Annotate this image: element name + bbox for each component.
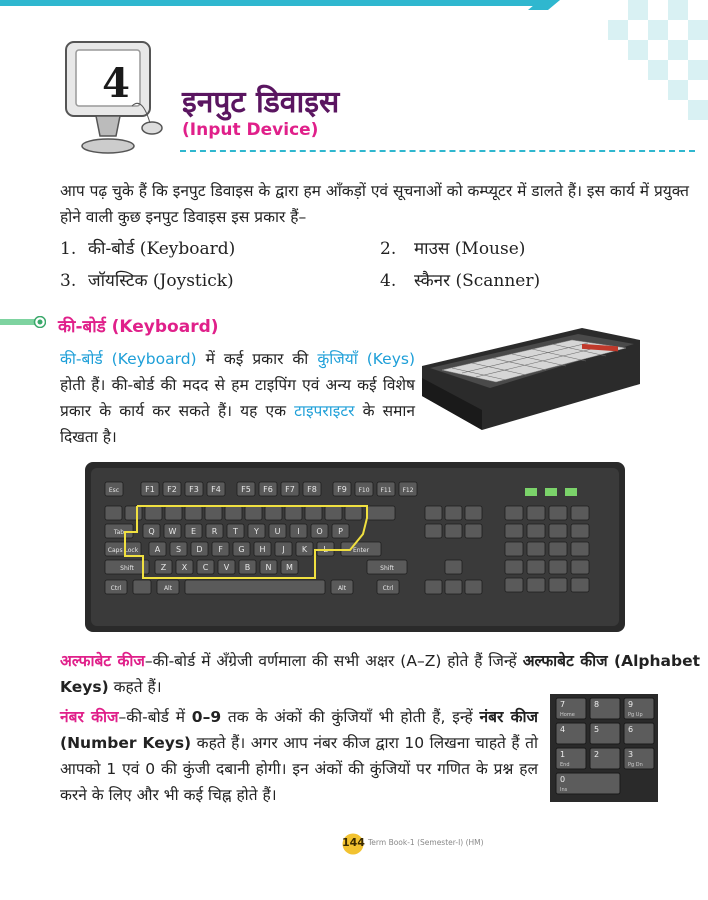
text-span: होती हैं। की-बोर्ड की मदद से हम टाइपिंग एवं अन्य कई विशेष प्रकार के कार्य कर सकते हैं। यह एक [60,376,415,420]
number-keys-bold: नंबर कीज (Number Keys) [60,708,538,752]
list-item [60,268,234,291]
spacebar-keycap [185,580,325,594]
numpad-keycap [549,506,567,520]
nav-keycap [425,524,442,538]
numpad-keycap [571,524,589,538]
nav-keycap [445,524,462,538]
letter-label: A [154,545,161,554]
numpad-key-label: 8 [594,700,600,709]
letter-label: U [274,527,281,536]
number-row-keycap [185,506,202,520]
fkey-label: F9 [337,485,347,494]
numpad-key-label: 0 [560,775,566,784]
number-row-keycap [165,506,182,520]
title-underline [180,150,695,152]
numpad-keycap [571,560,589,574]
section-marker-icon [0,316,46,328]
list-label: माउस (Mouse) [414,239,526,259]
fkey-label: Esc [108,487,120,494]
intro-paragraph: आप पढ़ चुके हैं कि इनपुट डिवाइस के द्वारा हम आँकड़ों एवं सूचनाओं को कम्प्यूटर में डालते हैं। इस कार्य में प्रयुक्त होने वाली कुछ इनपुट डिवाइस इस प्रकार हैं– [60,182,689,226]
letter-label: I [297,527,300,536]
numpad-keycap [527,506,545,520]
list-label: स्कैनर (Scanner) [414,271,541,291]
arrow-up-keycap [445,560,462,574]
footer-book-title: Term Book-1 (Semester-I) (HM) [368,838,484,847]
fkey-label: F7 [285,485,295,494]
numpad-key-label: 7 [560,700,566,709]
number-row-keycap [245,506,262,520]
backspace-keycap [367,506,395,520]
letter-label: L [323,545,328,554]
letter-label: H [259,545,266,554]
arrow-keycap [445,580,462,594]
number-row-keycap [225,506,242,520]
list-label: जॉयस्टिक (Joystick) [88,271,234,291]
text-span: में कई प्रकार की [196,350,318,368]
alphabet-keys-term: अल्फाबेट कीज [60,652,145,670]
numpad-key-sublabel: Pg Up [628,712,643,718]
numpad-keycap [505,524,523,538]
numpad-keycap [571,578,589,592]
page-number: 144 [342,836,365,849]
win-keycap [133,580,151,594]
alt-right-label: Alt [337,585,347,592]
letter-label: J [282,545,285,554]
letter-label: N [265,563,272,572]
text-span: कहते हैं। अगर आप नंबर कीज द्वारा 10 लिखना चाहते हैं तो आपको 1 एवं 0 की कुंजी दबानी होगी। इन अंकों की कुंजियों पर गणित के प्रश्न हल करने के लिए और भी कई चिह्न होते हैं। [60,734,538,804]
letter-label: R [211,527,218,536]
nav-keycap [425,506,442,520]
typewriter-term: टाइपराइटर [294,402,355,420]
number-keys-paragraph [60,704,538,808]
numpad-keycap [571,506,589,520]
list-item [380,268,540,291]
tab-label: Tab [113,529,125,536]
keyboard-paragraph [60,346,415,450]
letter-label: E [190,527,197,536]
number-row-keycap [325,506,342,520]
numpad-keycap [571,542,589,556]
keyboard-image [85,462,625,632]
enter-label: Enter [352,547,370,554]
letter-label: B [244,563,251,572]
fkey-label: F11 [380,487,392,494]
letter-label: C [202,563,209,572]
number-row-keycap [205,506,222,520]
list-item [60,236,235,259]
fkey-label: F2 [167,485,177,494]
numpad-image [550,694,658,802]
number-row-keycap [285,506,302,520]
text-span: कहते हैं। [108,678,162,696]
fkey-label: F3 [189,485,199,494]
arrow-keycap [465,580,482,594]
chapter-number: 4 [102,60,130,107]
numpad-keycap [505,542,523,556]
text-span: –की-बोर्ड में [118,708,192,726]
fkey-label: F12 [402,487,414,494]
top-decoration-bar [0,0,560,14]
fkey-label: F4 [211,485,221,494]
shift-right-label: Shift [380,565,394,572]
letter-label: O [316,527,323,536]
nav-keycap [465,524,482,538]
numpad-key-sublabel: Home [560,712,575,718]
arrow-keycap [425,580,442,594]
number-row-keycap [125,506,142,520]
section-heading-keyboard: की-बोर्ड (Keyboard) [58,317,219,337]
fkey-label: F5 [241,485,251,494]
numpad-keycap [527,560,545,574]
numpad-key-sublabel: Pg Dn [628,762,643,768]
list-number: 3. [60,271,77,291]
numpad-key-label: 1 [560,750,566,759]
number-row-keycap [265,506,282,520]
number-range: 0–9 [191,708,222,726]
numpad-keycap [505,560,523,574]
ctrl-right-label: Ctrl [382,585,394,592]
alt-label: Alt [163,585,173,592]
numpad-keycap [549,578,567,592]
list-item [380,236,525,259]
number-row-keycap [105,506,122,520]
letter-label: G [238,545,245,554]
keys-term: कुंजियाँ (Keys) [317,350,415,368]
letter-label: D [196,545,203,554]
letter-label: K [301,545,308,554]
chapter-title-english: (Input Device) [182,120,319,140]
list-number: 4. [380,271,397,291]
number-row-keycap [305,506,322,520]
letter-label: S [175,545,182,554]
list-number: 2. [380,239,397,259]
numpad-keycap [549,524,567,538]
text-span: –की-बोर्ड में अँग्रेजी वर्णमाला की सभी अक्षर (A–Z) होते हैं जिन्हें [144,652,523,670]
fkey-label: F8 [307,485,317,494]
text-span: के समान दिखता है। [60,402,415,446]
text-span: तक के अंकों की कुंजियाँ भी होती हैं, इन्हें [221,708,480,726]
alphabet-keys-bold: अल्फाबेट कीज (Alphabet Keys) [60,652,700,696]
letter-label: Y [254,527,259,536]
numpad-key-label: 2 [594,750,600,759]
letter-label: P [338,527,343,536]
checker-pattern-decoration [608,0,708,140]
letter-label: Z [160,563,167,572]
number-row-keycap [145,506,162,520]
numpad-keycap [527,578,545,592]
numpad-key-label: 3 [628,750,634,759]
numpad-key-label: 4 [560,725,566,734]
numpad-key-label: 5 [594,725,600,734]
letter-label: M [286,563,293,572]
fkey-label: F10 [358,487,370,494]
numpad-key-label: 6 [628,725,634,734]
numpad-keycap [527,542,545,556]
numpad-keycap [505,506,523,520]
letter-label: V [223,563,230,572]
nav-keycap [465,506,482,520]
number-row-keycap [345,506,362,520]
alphabet-keys-paragraph [60,648,700,700]
nav-keycap [445,506,462,520]
caps-lock-label: Caps Lock [107,547,139,554]
letter-label: T [233,527,238,536]
numpad-key-label: 9 [628,700,634,709]
special-keyboard-image [412,326,642,432]
numpad-keycap [505,578,523,592]
numpad-keycap [549,542,567,556]
fkey-label: F6 [263,485,273,494]
number-keys-term: नंबर कीज [60,708,119,726]
fkey-label: F1 [145,485,155,494]
keyboard-term: की-बोर्ड (Keyboard) [60,350,197,368]
letter-label: F [218,545,223,554]
numpad-key-sublabel: Ins [560,787,568,793]
letter-label: W [168,527,177,536]
numpad-key-sublabel: End [560,762,570,768]
letter-label: Q [148,527,155,536]
numpad-keycap [527,524,545,538]
chapter-title-hindi: इनपुट डिवाइस [182,85,340,120]
list-number: 1. [60,239,77,259]
letter-label: X [181,563,188,572]
ctrl-label: Ctrl [110,585,122,592]
list-label: की-बोर्ड (Keyboard) [88,239,236,259]
numpad-keycap [549,560,567,574]
shift-label: Shift [120,565,134,572]
